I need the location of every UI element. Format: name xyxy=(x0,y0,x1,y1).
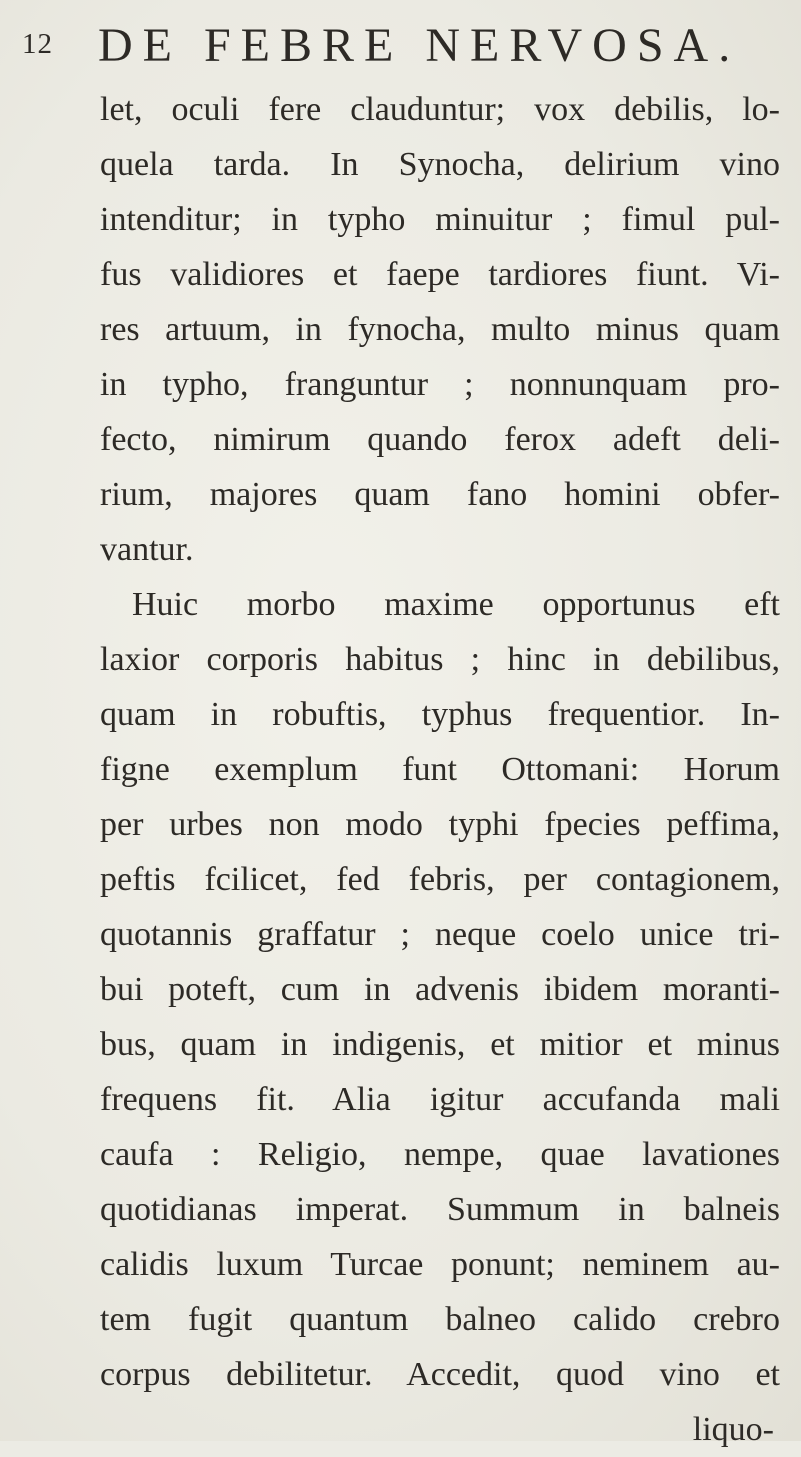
text-line: laxior corporis habitus ; hinc in debilibus, xyxy=(100,641,780,678)
text-line: intenditur; in typho minuitur ; fimul pul- xyxy=(100,201,780,238)
text-line: peftis fcilicet, fed febris, per contagionem, xyxy=(100,861,780,898)
text-line: figne exemplum funt Ottomani: Horum xyxy=(100,751,780,788)
text-line: frequens fit. Alia igitur accufanda mali xyxy=(100,1081,780,1118)
text-line: corpus debilitetur. Accedit, quod vino et xyxy=(100,1356,780,1393)
text-line: let, oculi fere clauduntur; vox debilis, lo- xyxy=(100,91,780,128)
text-line: quotannis graffatur ; neque coelo unice tri- xyxy=(100,916,780,953)
text-line: quotidianas imperat. Summum in balneis xyxy=(100,1191,780,1228)
text-line: Huic morbo maxime opportunus eft xyxy=(132,586,780,623)
text-line: calidis luxum Turcae ponunt; neminem au- xyxy=(100,1246,780,1283)
text-line: bui poteft, cum in advenis ibidem moranti- xyxy=(100,971,780,1008)
running-head: DE FEBRE NERVOSA. xyxy=(98,19,741,72)
text-line: tem fugit quantum balneo calido crebro xyxy=(100,1301,780,1338)
text-line: fecto, nimirum quando ferox adeft deli- xyxy=(100,421,780,458)
page-header xyxy=(18,18,761,78)
text-line: caufa : Religio, nempe, quae lavationes xyxy=(100,1136,780,1173)
text-line: res artuum, in fynocha, multo minus quam xyxy=(100,311,780,348)
text-line: rium, majores quam fano homini obfer- xyxy=(100,476,780,513)
text-line: per urbes non modo typhi fpecies peffima, xyxy=(100,806,780,843)
text-line: bus, quam in indigenis, et mitior et minus xyxy=(100,1026,780,1063)
text-line: quela tarda. In Synocha, delirium vino xyxy=(100,146,780,183)
text-line: fus validiores et faepe tardiores fiunt. Vi- xyxy=(100,256,780,293)
page-number: 12 xyxy=(22,28,53,60)
text-line: quam in robuftis, typhus frequentior. In- xyxy=(100,696,780,733)
text-line: vantur. xyxy=(100,531,194,568)
body-text xyxy=(100,82,780,1457)
text-line: in typho, franguntur ; nonnunquam pro- xyxy=(100,366,780,403)
catchword: liquo- xyxy=(692,1411,774,1448)
